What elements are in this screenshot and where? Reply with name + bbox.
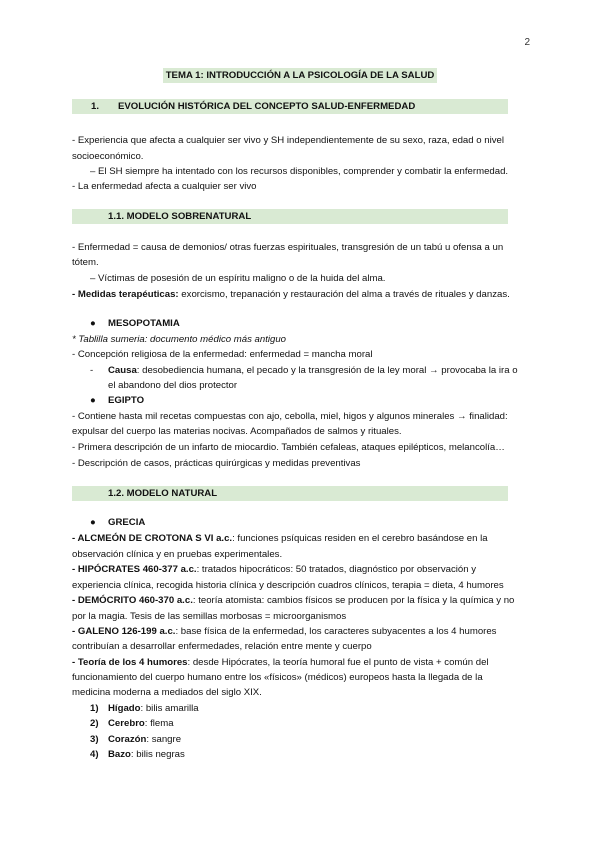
text-line: socioeconómico. [72,151,144,162]
list-item: 2) Cerebro: flema [90,718,174,729]
bullet-icon: ● [90,517,96,528]
text-line: - La enfermedad afecta a cualquier ser vivo [72,181,257,192]
text-line: - Causa: desobediencia humana, el pecado y la transgresión de la ley moral → provocaba la ira o [90,365,518,376]
text-line: - Medidas terapéuticas: exorcismo, trepanación y restauración del alma a través de rituales y danzas. [72,289,510,300]
text-line: el abandono del dios protector [108,380,238,391]
text-line: experiencia clínica, recogida historia clínica y descripción cuadros clínicos, terapia = dieta, 4 humores [72,580,504,591]
text-line: - Experiencia que afecta a cualquier ser vivo y SH independientemente de su sexo, raza, edad o nivel [72,135,504,146]
text-line: – Víctimas de posesión de un espíritu maligno o de la huida del alma. [90,273,386,284]
text-line: - Descripción de casos, prácticas quirúrgicas y medidas preventivas [72,458,361,469]
text-line: * Tablilla sumeria: documento médico más antiguo [72,334,287,345]
subsection-heading-sobrenatural: 1.1. MODELO SOBRENATURAL [72,209,508,224]
text-line: - Contiene hasta mil recetas compuestas con ajo, cebolla, miel, higos y algunos minerales → finalidad: [72,411,508,422]
text-line: - DEMÓCRITO 460-370 a.c.: teoría atomista: cambios físicos se producen por la física y la química y no [72,595,515,606]
text-line: observación clínica y en pruebas experimentales. [72,549,283,560]
text-line: - HIPÓCRATES 460-377 a.c.: tratados hipocráticos: 50 tratados, diagnóstico por observación y [72,564,477,575]
bullet-heading-mesopotamia: ● MESOPOTAMIA [90,318,180,329]
text-line: - ALCMEÓN DE CROTONA S VI a.c.: funciones psíquicas residen en el cerebro basándose en la [72,533,488,544]
text-line: contribuían a desarrollar enfermedades, relación entre mente y cuerpo [72,641,372,652]
bullet-icon: ● [90,318,96,329]
section-heading-1: 1. EVOLUCIÓN HISTÓRICA DEL CONCEPTO SALUD-ENFERMEDAD [72,99,508,114]
page-title: TEMA 1: INTRODUCCIÓN A LA PSICOLOGÍA DE LA SALUD [72,70,528,81]
text-line: - Enfermedad = causa de demonios/ otras fuerzas espirituales, transgresión de un tabú u ofensa a un [72,242,504,253]
bullet-heading-grecia: ● GRECIA [90,517,146,528]
text-line: - Concepción religiosa de la enfermedad: enfermedad = mancha moral [72,349,373,360]
text-line: por la magia. Tesis de las semillas morbosas = microorganismos [72,611,347,622]
text-line: medicina moderna a mediados del siglo XIX. [72,687,262,698]
list-item: 3) Corazón: sangre [90,734,182,745]
bullet-icon: ● [90,395,96,406]
text-line: - GALENO 126-199 a.c.: base física de la enfermedad, los caracteres subyacentes a los 4 humores [72,626,497,637]
bullet-heading-egipto: ● EGIPTO [90,395,145,406]
subsection-heading-natural: 1.2. MODELO NATURAL [72,486,508,501]
text-line: tótem. [72,257,99,268]
page-number: 2 [524,37,530,48]
list-item: 4) Bazo: bilis negras [90,749,185,760]
text-line: funcionamiento del cuerpo humano entre los «físicos» (médicos) europeos hasta la llegada de la [72,672,483,683]
text-line: – El SH siempre ha intentado con los recursos disponibles, comprender y combatir la enfermedad. [90,166,509,177]
text-line: - Teoría de los 4 humores: desde Hipócrates, la teoría humoral fue el punto de vista + común del [72,657,489,668]
list-item: 1) Hígado: bilis amarilla [90,703,199,714]
text-line: expulsar del cuerpo las materias nocivas. Acompañados de salmos y rituales. [72,426,402,437]
text-line: - Primera descripción de un infarto de miocardio. También cefaleas, ataques epilépticos, melancolía… [72,442,505,453]
